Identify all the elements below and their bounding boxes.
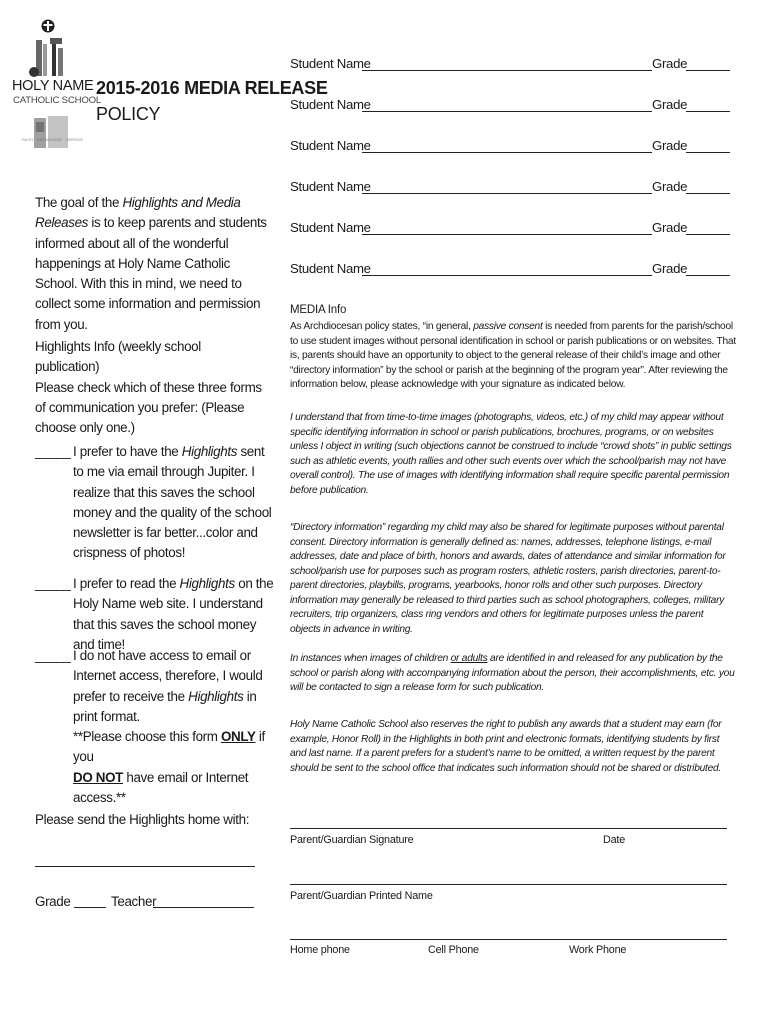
option-email-blank[interactable]: _____	[35, 444, 71, 459]
option-website-text: I prefer to read the Highlights on the Holy Name web site. I understand that this saves the school money and time!	[73, 576, 274, 652]
student-grade-field[interactable]	[686, 152, 730, 153]
date-label: Date	[603, 834, 626, 846]
logo-school-text: CATHOLIC SCHOOL	[13, 95, 101, 106]
student-grade-field[interactable]	[686, 70, 730, 71]
option-print[interactable]	[35, 646, 275, 808]
student-name-field[interactable]	[362, 70, 652, 71]
home-phone-label: Home phone	[290, 944, 350, 956]
logo-tagline: FAITH · KNOWLEDGE · SERVICE	[22, 138, 84, 142]
student-row: Student Name Grade	[290, 261, 730, 281]
student-name-field[interactable]	[362, 275, 652, 276]
send-home-name-line[interactable]	[35, 866, 255, 867]
signature-line[interactable]	[290, 828, 727, 829]
student-name-field[interactable]	[362, 234, 652, 235]
send-home-label: Please send the Highlights home with:	[35, 812, 250, 827]
highlights-info-block	[35, 337, 267, 438]
student-row: Student Name Grade	[290, 138, 730, 158]
teacher-label: Teacher	[111, 894, 157, 909]
student-name-field[interactable]	[362, 193, 652, 194]
option-print-text: I do not have access to email or Internet access, therefore, I would prefer to receive the Highlights in print format. **Please choose this form ONLY if you DO NOT have email or Internet access.**	[73, 648, 265, 806]
send-home-grade-line[interactable]	[74, 907, 106, 908]
student-grade-field[interactable]	[686, 234, 730, 235]
phone-line[interactable]	[290, 939, 727, 940]
page-title: 2015-2016 MEDIA RELEASE	[96, 78, 328, 98]
student-row: Student Name Grade	[290, 97, 730, 117]
option-website[interactable]	[35, 574, 275, 655]
student-name-field[interactable]	[362, 152, 652, 153]
media-info-heading: MEDIA Info	[290, 304, 347, 316]
option-website-blank[interactable]: _____	[35, 576, 71, 591]
signature-label: Parent/Guardian Signature	[290, 834, 414, 846]
student-row: Student Name Grade	[290, 56, 730, 76]
grade-teacher-row: Grade	[35, 894, 71, 909]
printed-name-line[interactable]	[290, 884, 727, 885]
student-grade-field[interactable]	[686, 193, 730, 194]
student-row: Student Name Grade	[290, 220, 730, 240]
media-policy-paragraph: As Archdiocesan policy states, “in general, passive consent is needed from parents for the parish/school to use student images without personal identification in school or parish publications or on websites. That is, parents should have an opportunity to object to the general release of their child’s image and other “directory information” by the school or parish at the beginning of the program year”. After reviewing the information below, please acknowledge with your signature as indicated below.	[290, 321, 736, 390]
student-name-field[interactable]	[362, 111, 652, 112]
option-email[interactable]	[35, 442, 275, 564]
printed-name-label: Parent/Guardian Printed Name	[290, 890, 433, 902]
highlights-instruction: Please check which of these three forms of communication you prefer: (Please choose only one.)	[35, 379, 262, 436]
page-subtitle: POLICY	[96, 104, 161, 124]
student-grade-field[interactable]	[686, 111, 730, 112]
image-consent-paragraph: I understand that from time-to-time images (photographs, videos, etc.) of my child may appear without specific identifying information in school or parish publications, brochures, programs, or on websites unless I object in writing (such objections cannot be construed to include “crowd shots” in public settings such as athletic events, youth rallies and other such events over which the school/parish may not have overall control). The use of images with identifying information shall require specific parental permission before publication.	[290, 412, 732, 496]
student-row: Student Name Grade	[290, 179, 730, 199]
logo-name-text: HOLY NAME	[12, 78, 94, 94]
send-home-teacher-line[interactable]	[153, 907, 254, 908]
cell-phone-label: Cell Phone	[428, 944, 479, 956]
directory-info-paragraph: “Directory information” regarding my child may also be shared for legitimate purposes without parental consent. Directory information is generally defined as: names, addresses, telephone listings, e-mail addresses, date and place of birth, honors and awards, dates of attendance and similar information for school/parish use for purposes such as program rosters, athletic rosters, parish directories, parent-to-parent directories, playbills, programs, yearbooks, honor rolls and other such purposes. Directory information may generally be released to third parties such as school photographers, colleges, military recruiters, trip organizers, class ring vendors and others for legitimate purposes unless the parent objects in advance in writing.	[290, 522, 726, 635]
option-email-text: I prefer to have the Highlights sent to me via email through Jupiter. I realize that this saves the school money and the quality of the school newsletter is far better...color and crispness of photos!	[73, 444, 272, 561]
highlights-heading: Highlights Info (weekly school publication)	[35, 339, 201, 375]
awards-paragraph: Holy Name Catholic School also reserves the right to publish any awards that a student may earn (for example, Honor Roll) in the Highlights in both print and electronic formats, identifying students by first and last name. If a parent prefers for a student’s name to be omitted, a written request by the parent should be sent to the school office that indicates such information should not be shared or distributed.	[290, 719, 722, 774]
student-grade-field[interactable]	[686, 275, 730, 276]
work-phone-label: Work Phone	[569, 944, 627, 956]
option-print-blank[interactable]: _____	[35, 648, 71, 663]
intro-paragraph: The goal of the Highlights and Media Releases is to keep parents and students informed about all of the wonderful happenings at Holy Name Catholic School. With this in mind, we need to collect some information and permission from you.	[35, 195, 267, 332]
identified-images-paragraph: In instances when images of children or adults are identified in and released for any publication by the school or parish along with accompanying information about the person, their accomplishments, etc. you will be contacted to sign a release form for such publication.	[290, 653, 735, 693]
